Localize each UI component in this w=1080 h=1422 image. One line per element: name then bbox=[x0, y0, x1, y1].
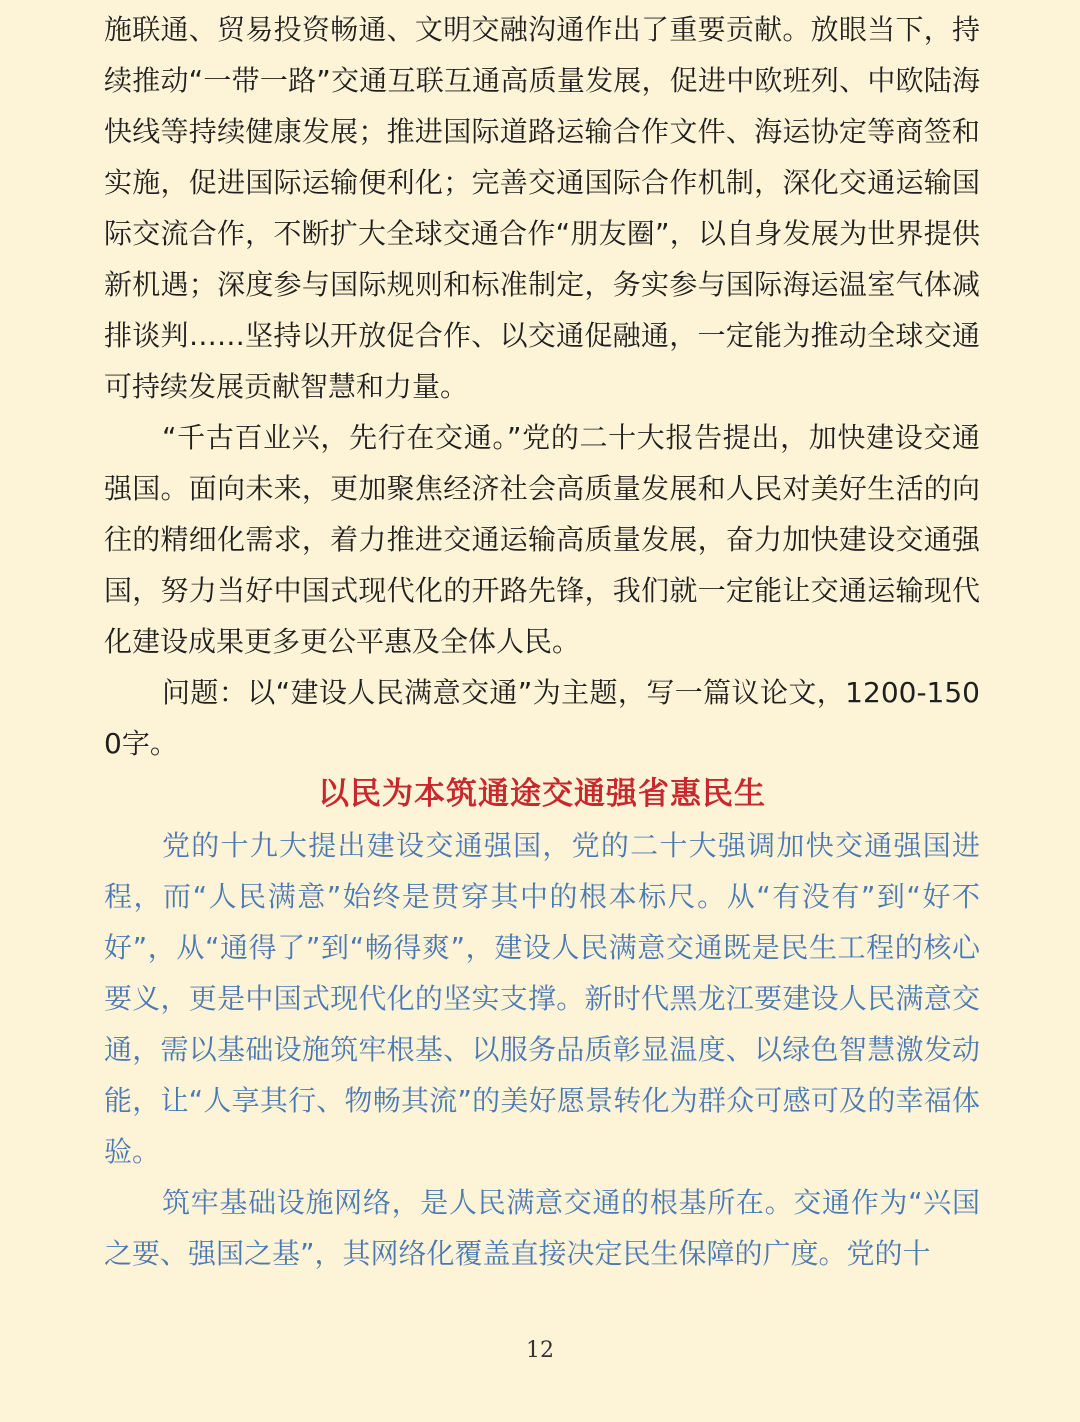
essay-paragraph: 筑牢基础设施网络，是人民满意交通的根基所在。交通作为“兴国之要、强国之基”，其网络化覆盖直接决定民生保障的广度。党的十 bbox=[104, 1186, 980, 1270]
essay-title: 以民为本筑通途交通强省惠民生 bbox=[318, 776, 766, 812]
material-paragraph: “千古百业兴，先行在交通。”党的二十大报告提出，加快建设交通强国。面向未来，更加聚焦经济社会高质量发展和人民对美好生活的向往的精细化需求，着力推进交通运输高质量发展，奋力加快建设交通强国，努力当好中国式现代化的开路先锋，我们就一定能让交通运输现代化建设成果更多更公平惠及全体人民。 bbox=[104, 421, 980, 658]
page-content bbox=[104, 4, 980, 1279]
material-paragraph-continued: 施联通、贸易投资畅通、文明交融沟通作出了重要贡献。放眼当下，持续推动“一带一路”交通互联互通高质量发展，促进中欧班列、中欧陆海快线等持续健康发展；推进国际道路运输合作文件、海运协定等商签和实施，促进国际运输便利化；完善交通国际合作机制，深化交通运输国际交流合作，不断扩大全球交通合作“朋友圈”，以自身发展为世界提供新机遇；深度参与国际规则和标准制定，务实参与国际海运温室气体减排谈判……坚持以开放促合作、以交通促融通，一定能为推动全球交通可持续发展贡献智慧和力量。 bbox=[104, 13, 980, 403]
page-number: 12 bbox=[526, 1338, 554, 1363]
essay-paragraph: 党的十九大提出建设交通强国，党的二十大强调加快交通强国进程，而“人民满意”始终是贯穿其中的根本标尺。从“有没有”到“好不好”，从“通得了”到“畅得爽”，建设人民满意交通既是民生工程的核心要义，更是中国式现代化的坚实支撑。新时代黑龙江要建设人民满意交通，需以基础设施筑牢根基、以服务品质彰显温度、以绿色智慧激发动能，让“人享其行、物畅其流”的美好愿景转化为群众可感可及的幸福体验。 bbox=[104, 829, 980, 1168]
question-text: 问题：以“建设人民满意交通”为主题，写一篇议论文，1200-1500字。 bbox=[104, 676, 980, 760]
